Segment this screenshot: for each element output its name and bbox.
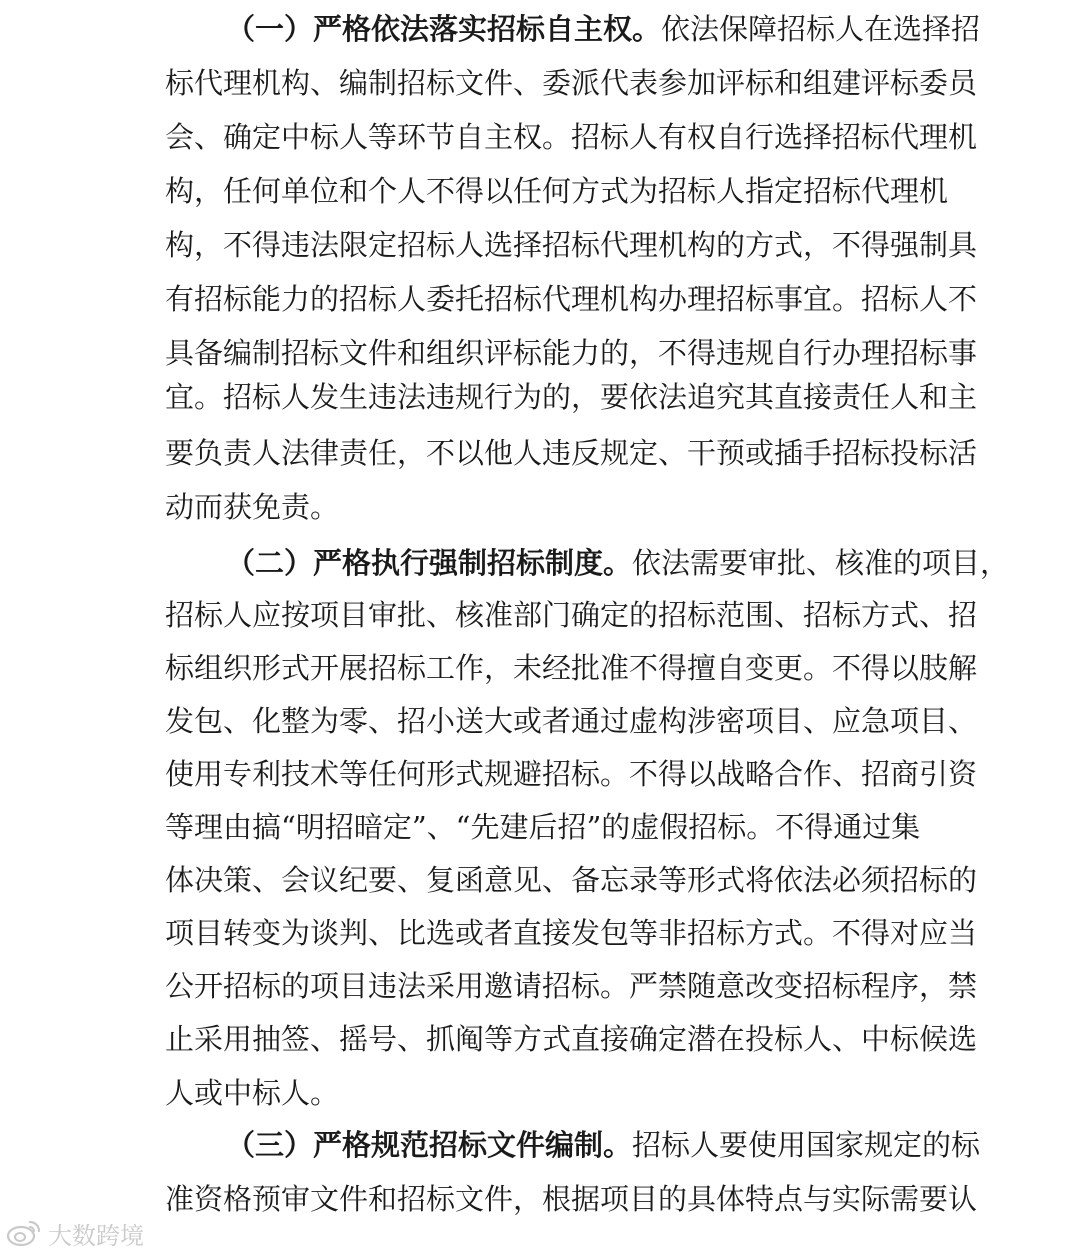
section-3-heading: （三）严格规范招标文件编制。 — [226, 1128, 633, 1162]
text-line: 标代理机构、编制招标文件、委派代表参加评标和组建评标委员 — [165, 66, 978, 100]
section-2-first-line-text: 依法需要审批、核准的项目， — [632, 546, 1010, 580]
text-line: 使用专利技术等任何形式规避招标。不得以战略合作、招商引资 — [165, 757, 978, 791]
text-line: 标组织形式开展招标工作，未经批准不得擅自变更。不得以肢解 — [165, 651, 978, 685]
watermark — [6, 1216, 144, 1250]
text-line: 招标人应按项目审批、核准部门确定的招标范围、招标方式、招 — [165, 598, 978, 632]
text-line: 会、确定中标人等环节自主权。招标人有权自行选择招标代理机 — [165, 120, 978, 154]
text-line: 发包、化整为零、招小送大或者通过虚构涉密项目、应急项目、 — [165, 704, 978, 738]
section-1-first-line — [226, 2, 981, 56]
text-line: 有招标能力的招标人委托招标代理机构办理招标事宜。招标人不 — [165, 282, 978, 316]
text-line: 具备编制招标文件和组织评标能力的，不得违规自行办理招标事 — [165, 336, 978, 370]
text-line: 公开招标的项目违法采用邀请招标。严禁随意改变招标程序，禁 — [165, 969, 978, 1003]
text-line: 止采用抽签、摇号、抓阄等方式直接确定潜在投标人、中标候选 — [165, 1022, 978, 1056]
watermark-text: 大数跨境 — [48, 1221, 144, 1250]
weibo-logo-icon — [6, 1218, 42, 1248]
section-3-first-line — [226, 1118, 981, 1172]
text-line: 构，不得违法限定招标人选择招标代理机构的方式，不得强制具 — [165, 228, 978, 262]
section-3-first-line-text: 招标人要使用国家规定的标 — [632, 1128, 981, 1162]
text-line: 等理由搞“明招暗定”、“先建后招”的虚假招标。不得通过集 — [165, 810, 921, 844]
text-line: 构，任何单位和个人不得以任何方式为招标人指定招标代理机 — [165, 174, 949, 208]
text-line: 宜。招标人发生违法违规行为的，要依法追究其直接责任人和主 — [165, 380, 978, 414]
section-2-heading: （二）严格执行强制招标制度。 — [226, 546, 633, 580]
section-1-first-line-text: 依法保障招标人在选择招 — [661, 12, 981, 46]
text-line: 项目转变为谈判、比选或者直接发包等非招标方式。不得对应当 — [165, 916, 978, 950]
text-line: 人或中标人。 — [165, 1076, 340, 1110]
text-line: 要负责人法律责任，不以他人违反规定、干预或插手招标投标活 — [165, 436, 978, 470]
text-line: 动而获免责。 — [165, 490, 340, 524]
text-line: 准资格预审文件和招标文件，根据项目的具体特点与实际需要认 — [165, 1182, 978, 1216]
text-line: 体决策、会议纪要、复函意见、备忘录等形式将依法必须招标的 — [165, 863, 978, 897]
section-2-first-line — [226, 536, 1010, 590]
section-1-heading: （一）严格依法落实招标自主权。 — [226, 12, 662, 46]
